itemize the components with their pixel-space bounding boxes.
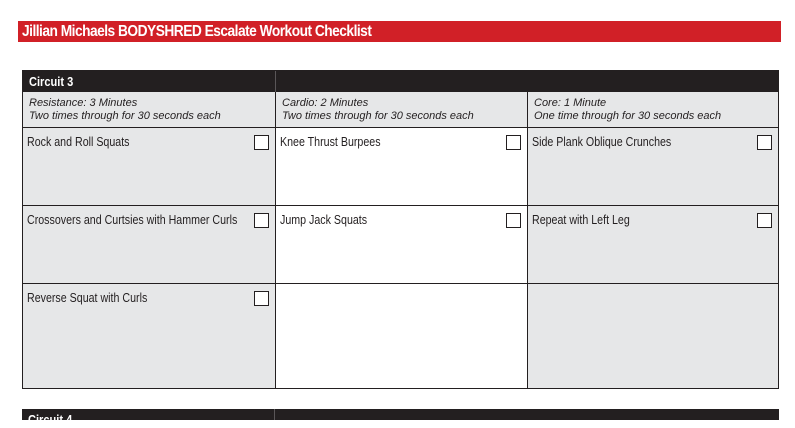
cardio-repeats: Two times through for 30 seconds each bbox=[282, 110, 474, 122]
exercise-label: Knee Thrust Burpees bbox=[280, 134, 381, 149]
core-duration: Core: 1 Minute bbox=[534, 97, 607, 109]
exercise-label: Crossovers and Curtsies with Hammer Curls bbox=[27, 212, 238, 227]
circuit-4-header bbox=[22, 409, 779, 427]
exercise-checkbox[interactable] bbox=[254, 291, 269, 306]
exercise-label: Side Plank Oblique Crunches bbox=[532, 134, 672, 149]
resistance-description bbox=[23, 92, 276, 128]
circuit-3-header bbox=[23, 71, 778, 92]
circuit-4-title: Circuit 4 bbox=[28, 412, 73, 427]
exercise-cell bbox=[276, 206, 528, 284]
exercise-cell bbox=[276, 128, 528, 206]
circuit-3-table bbox=[22, 70, 779, 389]
exercise-checkbox[interactable] bbox=[757, 213, 772, 228]
header-bar bbox=[18, 21, 781, 42]
exercise-checkbox[interactable] bbox=[506, 135, 521, 150]
resistance-repeats: Two times through for 30 seconds each bbox=[29, 110, 221, 122]
exercise-label: Jump Jack Squats bbox=[280, 212, 368, 227]
empty-cell bbox=[276, 284, 528, 388]
exercise-checkbox[interactable] bbox=[757, 135, 772, 150]
cardio-duration: Cardio: 2 Minutes bbox=[282, 97, 369, 109]
circuit-3-title: Circuit 3 bbox=[29, 74, 74, 89]
exercise-cell bbox=[23, 206, 276, 284]
exercise-label: Rock and Roll Squats bbox=[27, 134, 130, 149]
exercise-checkbox[interactable] bbox=[254, 135, 269, 150]
exercise-cell bbox=[23, 128, 276, 206]
exercise-label: Repeat with Left Leg bbox=[532, 212, 630, 227]
core-description bbox=[528, 92, 778, 128]
cardio-description bbox=[276, 92, 528, 128]
exercise-cell bbox=[528, 128, 778, 206]
header-divider bbox=[275, 71, 276, 92]
exercise-checkbox[interactable] bbox=[254, 213, 269, 228]
empty-cell bbox=[528, 284, 778, 388]
exercise-cell bbox=[23, 284, 276, 388]
core-repeats: One time through for 30 seconds each bbox=[534, 110, 722, 122]
header-divider bbox=[274, 409, 275, 420]
exercise-label: Reverse Squat with Curls bbox=[27, 290, 148, 305]
exercise-cell bbox=[528, 206, 778, 284]
resistance-duration: Resistance: 3 Minutes bbox=[29, 97, 138, 109]
exercise-checkbox[interactable] bbox=[506, 213, 521, 228]
page-title: Jillian Michaels BODYSHRED Escalate Workout Checklist bbox=[22, 23, 372, 40]
